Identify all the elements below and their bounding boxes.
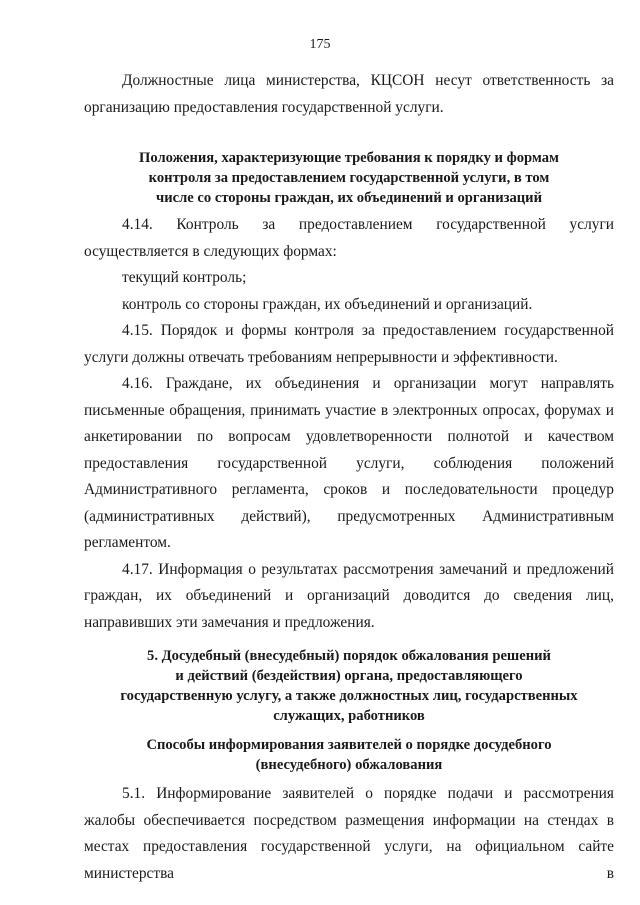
paragraph-4-14: 4.14. Контроль за предоставлением государственной услуги осуществляется в следующих формах: [84, 216, 614, 260]
section4-heading-line2: контроля за предоставлением государственной услуги, в том [148, 170, 550, 186]
subsection-heading [84, 735, 614, 775]
list-item-current-control: текущий контроль; [122, 269, 247, 286]
paragraph-4-16: 4.16. Граждане, их объединения и организации могут направлять письменные обращения, принимать участие в электронных опросах, форумах и анкетировании по вопросам удовлетворенности полнотой и качеством предоставления государственной услуги, соблюдения положений Административного регламента, сроков и последовательности процедур (административных действий), предусмотренных Административным регламентом. [84, 375, 614, 551]
intro-paragraph: Должностные лица министерства, КЦСОН несут ответственность за организацию предоставления государственной услуги. [84, 72, 614, 116]
section5-heading-line2: и действий (бездействия) органа, предоставляющего [175, 668, 523, 684]
paragraph-4-15: 4.15. Порядок и формы контроля за предоставлением государственной услуги должны отвечать требованиям непрерывности и эффективности. [84, 322, 614, 366]
section5-heading-line4: служащих, работников [273, 708, 425, 724]
section5-heading-line1: 5. Досудебный (внесудебный) порядок обжалования решений [147, 648, 551, 664]
paragraph-4-17: 4.17. Информация о результатах рассмотрения замечаний и предложений граждан, их объединений и организаций доводится до сведения лиц, направивших эти замечания и предложения. [84, 560, 614, 631]
section4-heading [84, 148, 614, 208]
section4-heading-line3: числе со стороны граждан, их объединений и организаций [155, 190, 542, 206]
page-number: 175 [309, 37, 331, 52]
list-item-citizen-control: контроль со стороны граждан, их объединений и организаций. [122, 295, 533, 313]
subsection-heading-line2: (внесудебного) обжалования [255, 757, 443, 773]
section4-body [84, 212, 614, 636]
paragraph-5-1: 5.1. Информирование заявителей о порядке подачи и рассмотрения жалобы обеспечивается посредством размещения информации на стендах в местах предоставления государственной услуги, на официальном сайте министерства в [84, 785, 614, 882]
section5-heading [84, 646, 614, 726]
section5-heading-line3: государственную услугу, а также должностных лиц, государственных [120, 688, 578, 704]
intro-block [84, 68, 614, 121]
section5-body [84, 781, 614, 887]
subsection-heading-line1: Способы информирования заявителей о порядке досудебного [146, 737, 552, 753]
section4-heading-line1: Положения, характеризующие требования к порядку и формам [139, 150, 559, 166]
